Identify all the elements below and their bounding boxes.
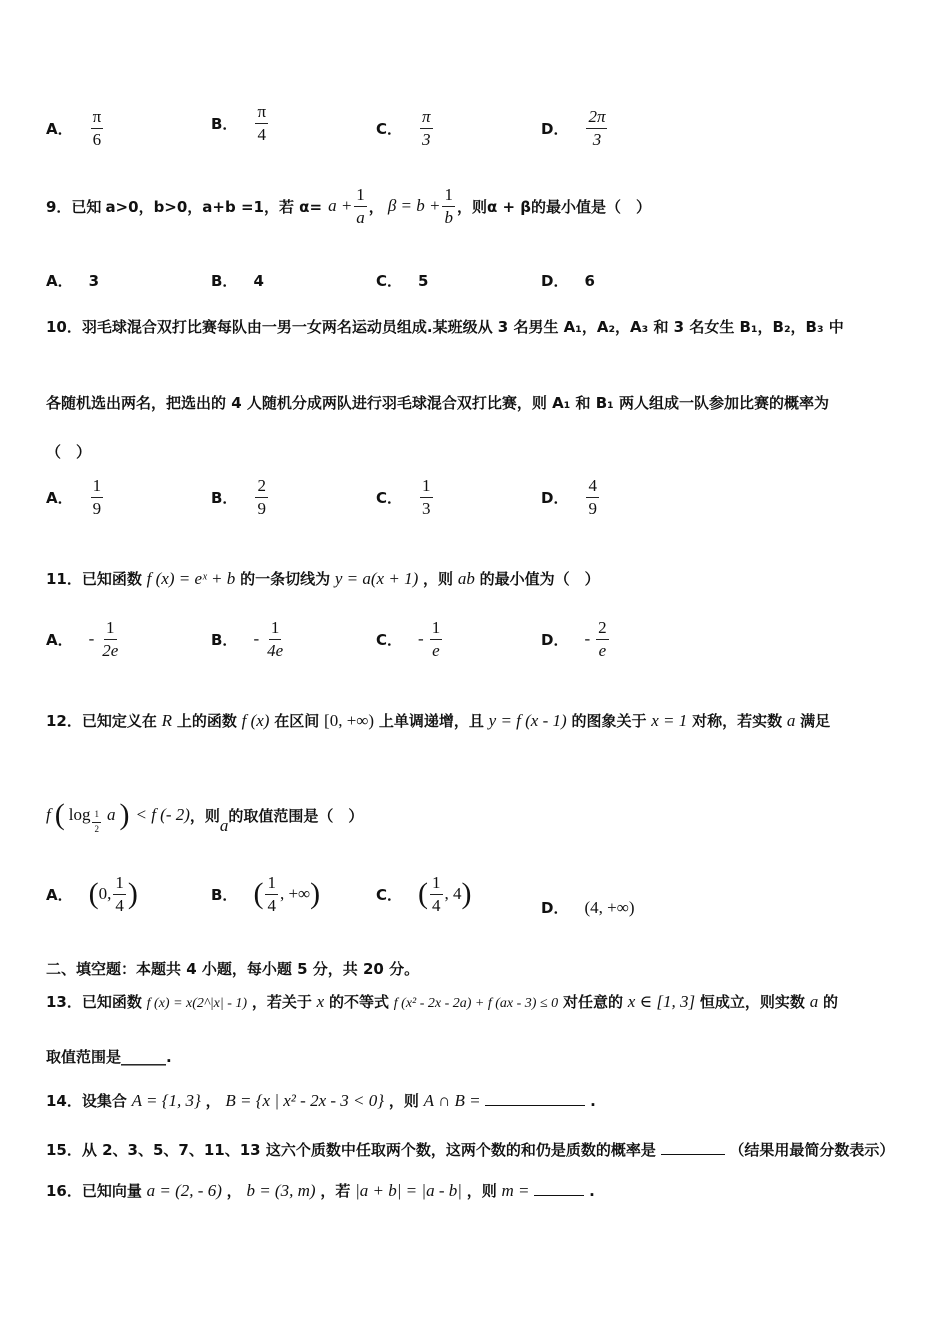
q12-option-b: B． ( $\frac{1}{4}$ , +∞ ) bbox=[211, 873, 321, 915]
q13-stem-line1: 13．已知函数 f (x) = x(2^|x| - 1) ，若关于 x 的不等式 f (x² - 2x - 2a) + f (ax - 3) ≤ 0 对任意的 x ∈ [1, 3] 恒成立，则实数 a 的 bbox=[46, 992, 838, 1011]
answer-blank[interactable] bbox=[534, 1181, 584, 1196]
q10-option-c: C． $\frac{1}{3}$ bbox=[376, 476, 431, 518]
fraction: $\frac{1}{4}$ bbox=[432, 873, 441, 915]
q10-option-b: B． $\frac{2}{9}$ bbox=[211, 476, 266, 518]
answer-blank[interactable] bbox=[661, 1140, 725, 1155]
q11-option-b: B． - $\frac{1}{4e}$ bbox=[211, 618, 284, 660]
option-label: A． bbox=[46, 119, 73, 138]
fraction: $\frac{1}{4e}$ bbox=[267, 618, 284, 660]
q10-option-d: D． $\frac{4}{9}$ bbox=[541, 476, 597, 518]
q9-option-b: B． 4 bbox=[211, 271, 264, 290]
q8-option-a bbox=[46, 108, 105, 149]
section-heading: 二、填空题：本题共 4 小题，每小题 5 分，共 20 分。 bbox=[46, 960, 420, 978]
q11-stem: 11．已知函数 f (x) = eˣ + b 的一条切线为 y = a(x + 1) ，则 ab 的最小值为（ ） bbox=[46, 569, 600, 588]
option-label: B． bbox=[211, 114, 238, 133]
q14-stem: 14．设集合 A = {1, 3} ， B = {x | x² - 2x - 3 < 0} ，则 A ∩ B = . bbox=[46, 1091, 596, 1110]
q8-option-b bbox=[211, 103, 270, 144]
q10-option-a: A． $\frac{1}{9}$ bbox=[46, 476, 102, 518]
fraction: $\frac{1}{b}$ bbox=[444, 185, 453, 227]
fraction: $\frac{1}{2}$ bbox=[94, 809, 99, 834]
fraction: $\frac{1}{4}$ bbox=[267, 873, 276, 915]
q10-stem-line2: 各随机选出两名，把选出的 4 人随机分成两队进行羽毛球混合双打比赛，则 A₁ 和 B₁ 两人组成一队参加比赛的概率为 bbox=[46, 394, 829, 412]
q10-stem-line3: （ ） bbox=[46, 443, 92, 461]
fraction: $\frac{2\pi}{3}$ bbox=[588, 107, 606, 149]
fraction: $\frac{1}{4}$ bbox=[115, 873, 124, 915]
q12-option-c: C． ( $\frac{1}{4}$ , 4 ) bbox=[376, 873, 472, 915]
q12-stem-line1: 12．已知定义在 R 上的函数 f (x) 在区间 [0, +∞) 上单调递增，且 y = f (x - 1) 的图象关于 x = 1 对称，若实数 a 满足 bbox=[46, 711, 831, 730]
q11-option-c: C． - $\frac{1}{e}$ bbox=[376, 618, 441, 660]
fraction: $\frac{2}{9}$ bbox=[257, 476, 266, 518]
fraction: $\frac{2}{e}$ bbox=[598, 618, 607, 660]
q12-option-d: D． (4, +∞) bbox=[541, 897, 635, 917]
q11-option-a: A． - $\frac{1}{2e}$ bbox=[46, 618, 119, 660]
q11-option-d: D． - $\frac{2}{e}$ bbox=[541, 618, 607, 660]
q8-option-d bbox=[541, 108, 609, 149]
option-label: D． bbox=[541, 119, 569, 138]
fraction: $\frac{1}{a}$ bbox=[356, 185, 365, 227]
q16-stem: 16．已知向量 a = (2, - 6) ， b = (3, m) ，若 |a + b| = |a - b| ，则 m = . bbox=[46, 1181, 595, 1200]
q10-stem-line1: 10．羽毛球混合双打比赛每队由一男一女两名运动员组成.某班级从 3 名男生 A₁，A₂，A₃ 和 3 名女生 B₁，B₂，B₃ 中 bbox=[46, 318, 844, 336]
fraction: $\frac{1}{3}$ bbox=[422, 476, 431, 518]
q9-option-c: C． 5 bbox=[376, 271, 429, 290]
q9-option-d: D． 6 bbox=[541, 271, 595, 290]
q13-stem-line2: 取值范围是______. bbox=[46, 1048, 172, 1066]
fraction: $\frac{1}{2e}$ bbox=[102, 618, 119, 660]
fraction: $\frac{\pi}{4}$ bbox=[257, 102, 267, 144]
q8-option-c bbox=[376, 108, 435, 149]
fraction: $\frac{4}{9}$ bbox=[588, 476, 597, 518]
fraction: $\frac{\pi}{3}$ bbox=[422, 107, 431, 149]
fraction: $\frac{1}{e}$ bbox=[431, 618, 441, 660]
q9-option-a: A． 3 bbox=[46, 271, 100, 290]
q12-stem-line2: f ( log $\frac{1}{2}$ a ) < f (- 2) ，则 a 的取值范围是（ ） bbox=[46, 798, 364, 835]
q12-option-a: A． ( 0, $\frac{1}{4}$ ) bbox=[46, 873, 138, 915]
fraction: $\frac{\pi}{6}$ bbox=[92, 107, 102, 149]
option-label: C． bbox=[376, 119, 403, 138]
q15-stem: 15．从 2、3、5、7、11、13 这六个质数中任取两个数，这两个数的和仍是质数的概率是 （结果用最简分数表示） bbox=[46, 1141, 895, 1159]
q9-stem: 9．已知 a>0，b>0，a+b =1，若 α= a + $\frac{1}{a}$ ， β = b + $\frac{1}{b}$ ，则α + β的最小值是（ ） bbox=[46, 185, 652, 227]
fraction: $\frac{1}{9}$ bbox=[92, 476, 102, 518]
answer-blank[interactable] bbox=[485, 1091, 585, 1106]
